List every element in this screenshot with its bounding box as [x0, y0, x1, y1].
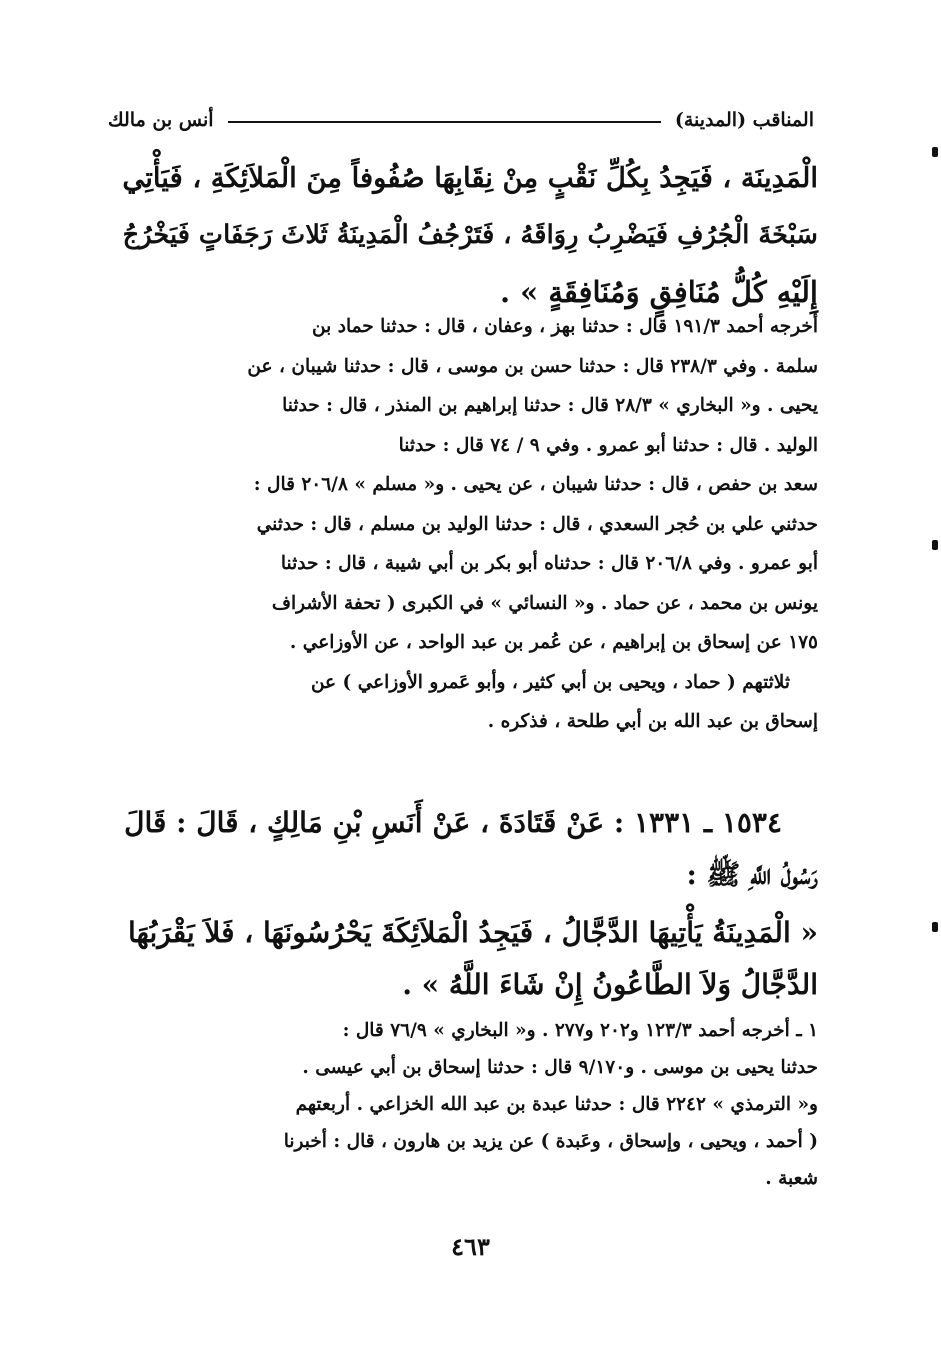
footnote-line: حدثنا يحيى بن موسى . و٩/١٧٠ قال : حدثنا إسحاق بن أبي عيسى .: [302, 1057, 818, 1078]
footnote-line: ١٧٥ عن إسحاق بن إبراهيم ، عن عُمر بن عبد الواحد ، عن الأوزاعي .: [289, 632, 818, 653]
footnote-line: سعد بن حفص ، قال : حدثنا شيبان ، عن يحيى . و« مسلم » ٢٠٦/٨ قال :: [253, 474, 818, 495]
footnote-line: ١ ـ أخرجه أحمد ١٢٣/٣ و٢٠٢ و٢٧٧ . و« البخاري » ٧٦/٩ قال :: [342, 1020, 818, 1041]
footnote-line: أخرجه أحمد ١٩١/٣ قال : حدثنا بهز ، وعفان ، قال : حدثنا حماد بن: [312, 316, 818, 337]
footnote-line: يونس بن محمد ، عن حماد . و« النسائي » في الكبرى ( تحفة الأشراف: [271, 592, 818, 614]
takhrij-footnote-2: [108, 1012, 818, 1197]
margin-mark: [932, 922, 938, 932]
hadith-text-continued: [108, 150, 818, 321]
hadith-isnad-line: رَسُولُ اللَّهِ ﷺ :: [686, 858, 818, 891]
footnote-line: إسحاق بن عبد الله بن أبي طلحة ، فذكره .: [487, 711, 818, 732]
footnote-line: حدثني علي بن حُجر السعدي ، قال : حدثنا الوليد بن مسلم ، قال : حدثني: [256, 513, 818, 535]
footnote-line: يحيى . و« البخاري » ٢٨/٣ قال : حدثنا إبراهيم بن المنذر ، قال : حدثنا: [282, 395, 818, 416]
page-number: ٤٦٣: [451, 1232, 490, 1261]
hadith-line: إِلَيْهِ كُلُّ مُنَافِقٍ وَمُنَافِقَةٍ » .: [499, 275, 818, 309]
header-chapter-title: المناقب (المدينة): [674, 109, 814, 131]
hadith-matn-line: « الْمَدِينَةُ يَأْتِيهَا الدَّجَّالُ ، فَيَجِدُ الْمَلاَئِكَةَ يَحْرُسُونَهَا ، فَلاَ يَقْرَبُهَا: [128, 916, 818, 949]
footnote-line: أبو عمرو . وفي ٢٠٦/٨ قال : حدثناه أبو بكر بن أبي شيبة ، قال : حدثنا: [280, 553, 818, 574]
takhrij-footnote-1: [108, 307, 818, 742]
hadith-line: سَبْخَةَ الْجُرُفِ فَيَضْرِبُ رِوَاقَهُ ، فَتَرْجُفُ الْمَدِينَةُ ثَلاثَ رَجَفَاتٍ فَيَخْرُجُ: [122, 220, 818, 250]
hadith-isnad-line: ١٥٣٤ ـ ١٣٣١ : عَنْ قَتَادَةَ ، عَنْ أَنَسِ بْنِ مَالِكٍ ، قَالَ : قَالَ: [124, 806, 782, 839]
hadith-line: الْمَدِينَة ، فَيَجِدُ بِكُلِّ نَقْبٍ مِنْ نِقَابِهَا صُفُوفاً مِنَ الْمَلاَئِكَةِ ، فَيَأْتِي: [122, 162, 818, 194]
hadith-1534: [108, 797, 818, 1011]
footnote-line: سلمة . وفي ٢٣٨/٣ قال : حدثنا حسن بن موسى ، قال : حدثنا شيبان ، عن: [247, 355, 818, 377]
footnote-line: الوليد . قال : حدثنا أبو عمرو . وفي ٩ / ٧٤ قال : حدثنا: [398, 434, 818, 456]
footnote-line: ( أحمد ، ويحيى ، وإسحاق ، وعَبدة ) عن يزيد بن هارون ، قال : أخبرنا: [283, 1131, 818, 1152]
hadith-matn-line: الدَّجَّالُ وَلاَ الطَّاعُونُ إِنْ شَاءَ اللَّهُ » .: [402, 968, 818, 1001]
margin-mark: [932, 540, 938, 550]
margin-mark: [932, 147, 938, 157]
header-companion-name: أنس بن مالك: [108, 109, 214, 131]
footnote-line: و« الترمذي » ٢٢٤٢ قال : حدثنا عبدة بن عبد الله الخزاعي . أربعتهم: [295, 1094, 818, 1115]
footnote-line: شعبة .: [765, 1168, 818, 1189]
footnote-line: ثلاثتهم ( حماد ، ويحيى بن أبي كثير ، وأبو عَمرو الأوزاعي ) عن: [310, 671, 790, 693]
header-rule: [228, 121, 661, 123]
running-header: [108, 102, 814, 138]
